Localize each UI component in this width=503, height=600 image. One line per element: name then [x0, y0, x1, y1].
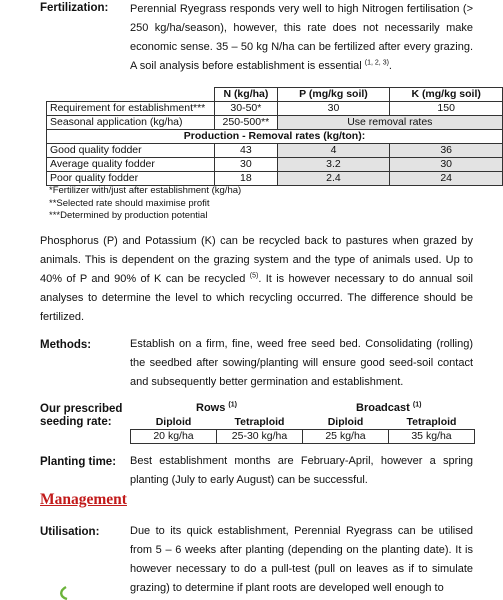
recycling-ref: (5) — [249, 272, 259, 280]
table-row: Requirement for establishment*** 30-50* 30 150 — [47, 102, 503, 116]
broadcast-title: Broadcast $^{(1)}$ — [356, 401, 422, 414]
utilisation-label: Utilisation: — [40, 526, 100, 538]
methods-paragraph: Establish on a firm, fine, weed free seed bed. Consolidating (rolling) the seedbed after sowing/planting will ensure good seed-soil contact and subsequently better germination and establishment. — [130, 338, 473, 388]
fertilization-label: Fertilization: — [40, 2, 109, 14]
table-section-row — [47, 130, 503, 144]
removal-rates-heading: Production - Removal rates (kg/ton): — [47, 130, 503, 144]
planting-time-paragraph: Best establishment months are February-April, however a spring planting (July to early August) can be successful. — [130, 455, 473, 486]
rows-title: Rows $^{(1)}$ — [196, 401, 237, 414]
seeding-header-row: Diploid Tetraploid Diploid Tetraploid — [155, 416, 457, 428]
use-removal-rates-cell: Use removal rates — [277, 116, 502, 130]
fertilization-paragraph: Perennial Ryegrass responds very well to high Nitrogen fertilisation (> 250 kg/ha/season), however, this rate does not necessarily make economic sense. 35 – 50 kg N/ha can be fertilized after every grazing. A soil analysis before establishment is essential $^{(1, 2, 3)}$. — [130, 3, 473, 72]
table-header-row — [47, 88, 503, 102]
header-n: N (kg/ha) — [215, 88, 278, 102]
table-row: Poor quality fodder 18 2.4 24 — [47, 172, 503, 186]
table-row: Good quality fodder 43 4 36 — [47, 144, 503, 158]
note-1: *Fertilizer with/just after establishment (kg/ha) — [49, 185, 242, 196]
seeding-values-row: 20 kg/ha 25-30 kg/ha 25 kg/ha 35 kg/ha — [131, 430, 475, 444]
table-notes — [49, 185, 241, 223]
recycling-paragraph: Phosphorus (P) and Potassium (K) can be recycled back to pastures when grazed by animals. This is dependent on the grazing system and the type of animals used. Up to 40% of P and 90% of K can be recycled $^{(5)}$. It is however necessary to do annual soil analyses to determine the level to which recycling occurred. The difference should be fertilized. — [40, 235, 473, 323]
seeding-rate-label: Our prescribed seeding rate: — [40, 403, 123, 428]
header-p: P (mg/kg soil) — [277, 88, 390, 102]
header-k: K (mg/kg soil) — [390, 88, 503, 102]
seeding-table — [130, 416, 475, 444]
table-row: Seasonal application (kg/ha) 250-500** Use removal rates — [47, 116, 503, 130]
note-2: **Selected rate should maximise profit — [49, 197, 210, 209]
management-heading: Management — [40, 491, 127, 508]
leaf-logo-icon — [57, 585, 69, 600]
utilisation-paragraph: Due to its quick establishment, Perennial Ryegrass can be utilised from 5 – 6 weeks after planting (depending on the planting date). It is however necessary to do a pull-test (pull on leaves as if to simulate grazing) to determine if plant roots are developed well enough to — [130, 525, 473, 594]
fertilizer-table — [46, 87, 503, 186]
fertilization-ref: (1, 2, 3) — [364, 59, 389, 67]
table-row: Average quality fodder 30 3.2 30 — [47, 158, 503, 172]
note-3: ***Determined by production potential — [49, 210, 208, 221]
methods-label: Methods: — [40, 339, 92, 351]
planting-time-label: Planting time: — [40, 456, 117, 468]
